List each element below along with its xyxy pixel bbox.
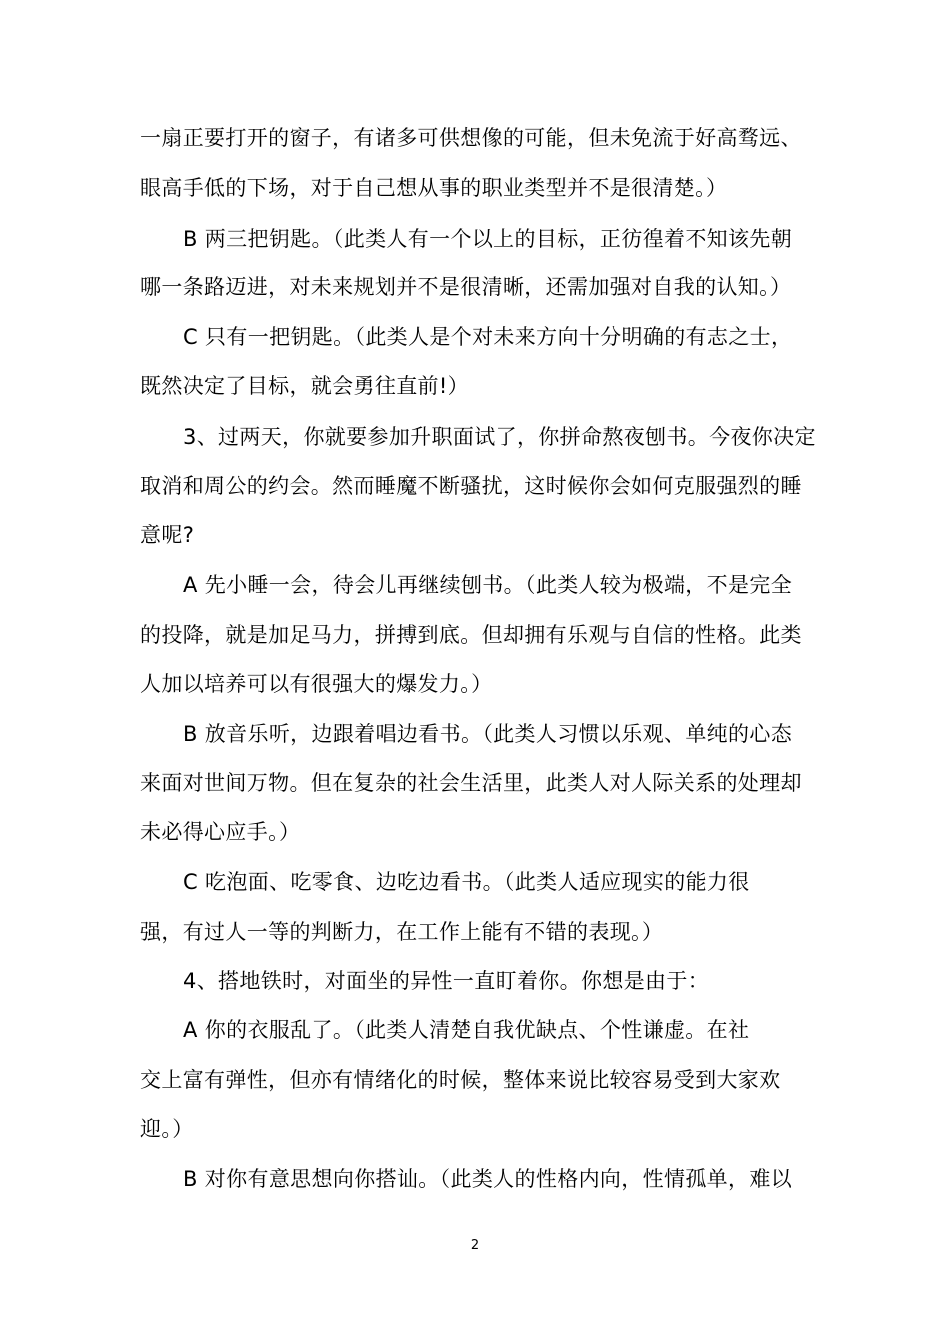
option-line: A 先小睡一会，待会儿再继续刨书。（此类人较为极端，不是完全 — [183, 573, 793, 597]
text-line: 未必得心应手。） — [140, 820, 301, 844]
text-line: 人加以培养可以有很强大的爆发力。） — [140, 672, 493, 696]
option-line: A 你的衣服乱了。（此类人清楚自我优缺点、个性谦虚。在社 — [183, 1018, 750, 1042]
question-line: 4、搭地铁时，对面坐的异性一直盯着你。你想是由于： — [183, 969, 710, 993]
text-line: 哪一条路迈进，对未来规划并不是很清晰，还需加强对自我的认知。） — [140, 275, 792, 299]
question-line: 3、过两天，你就要参加升职面试了，你拼命熬夜刨书。今夜你决定 — [183, 425, 816, 449]
text-line: 意呢? — [140, 523, 195, 547]
text-line: 眼高手低的下场，对于自己想从事的职业类型并不是很清楚。） — [140, 176, 728, 200]
option-line: B 放音乐听，边跟着唱边看书。（此类人习惯以乐观、单纯的心态 — [183, 722, 793, 746]
text-line: 一扇正要打开的窗子，有诸多可供想像的可能，但未免流于好高骛远、 — [140, 126, 802, 150]
text-line: 交上富有弹性，但亦有情绪化的时候，整体来说比较容易受到大家欢 — [140, 1068, 781, 1092]
page-number: 2 — [470, 1238, 480, 1253]
option-line: B 两三把钥匙。（此类人有一个以上的目标，正彷徨着不知该先朝 — [183, 227, 793, 251]
text-line: 取消和周公的约会。然而睡魔不断骚扰，这时候你会如何克服强烈的睡 — [140, 474, 802, 498]
text-line: 来面对世间万物。但在复杂的社会生活里，此类人对人际关系的处理却 — [140, 771, 802, 795]
text-line: 的投降，就是加足马力，拼搏到底。但却拥有乐观与自信的性格。此类 — [140, 623, 802, 647]
text-line: 迎。） — [140, 1117, 194, 1141]
option-line: C 只有一把钥匙。（此类人是个对未来方向十分明确的有志之士， — [183, 325, 793, 349]
text-line: 既然决定了目标，就会勇往直前!） — [140, 374, 470, 398]
option-line: B 对你有意思想向你搭讪。（此类人的性格内向，性情孤单，难以 — [183, 1167, 793, 1191]
option-line: C 吃泡面、吃零食、边吃边看书。（此类人适应现实的能力很 — [183, 870, 750, 894]
text-line: 强，有过人一等的判断力，在工作上能有不错的表现。） — [140, 920, 664, 944]
